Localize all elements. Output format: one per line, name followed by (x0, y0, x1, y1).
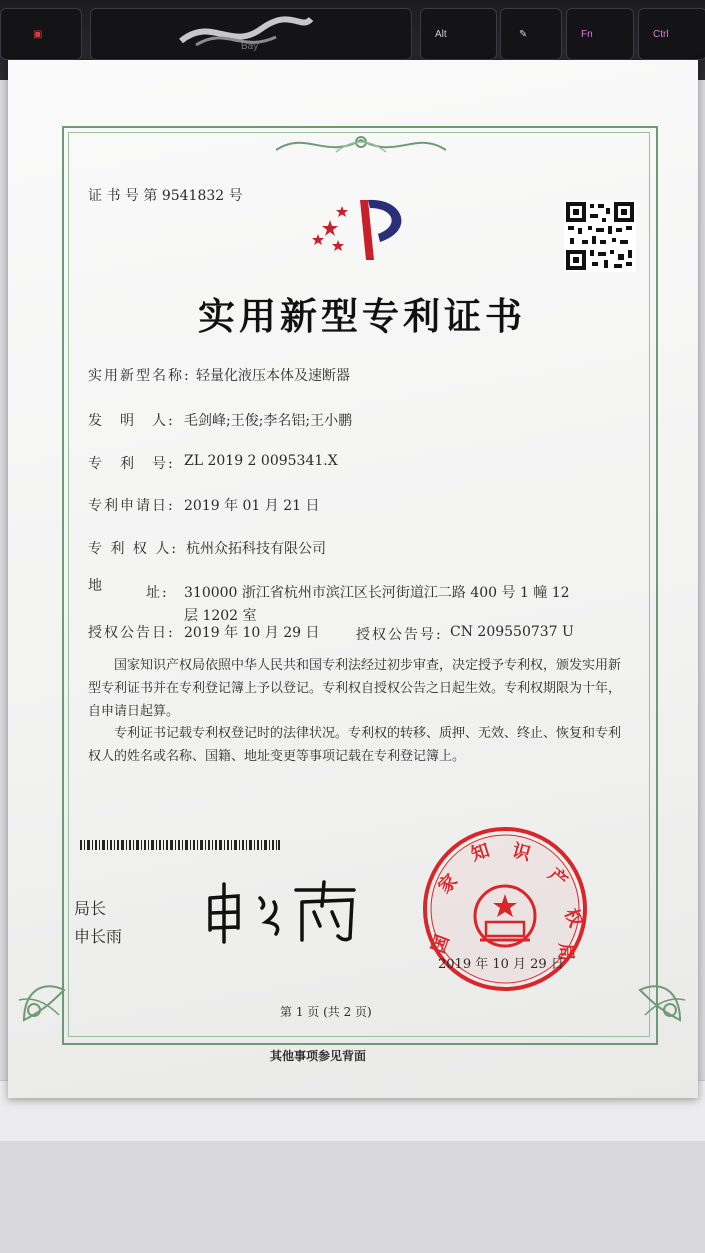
patent-no-label: 专 利 号: (88, 456, 175, 472)
keyboard-logo-icon (171, 11, 321, 51)
patent-no-value: ZL 2019 2 0095341.X (184, 453, 338, 469)
director-name: 申长雨 (74, 927, 123, 946)
utility-name-value: 轻量化液压本体及速断器 (196, 368, 350, 384)
grant-paragraph: 国家知识产权局依照中华人民共和国专利法经过初步审查，决定授予专利权，颁发实用新型专利证书并在专利登记簿上予以登记。专利权自授权公告之日起生效。专利权期限为十年，自申请日起算。 (88, 658, 622, 719)
grant-no-label: 授权公告号: (356, 627, 443, 643)
svg-text:识: 识 (510, 840, 533, 866)
footer-note: 其他事项参见背面 (270, 1049, 367, 1063)
cert-no-label: 证 书 号 第 (88, 188, 158, 204)
address-label-first: 地 (88, 578, 104, 594)
key-label: Fn (581, 29, 593, 40)
svg-text:权: 权 (559, 905, 587, 931)
certificate-page (8, 60, 698, 1098)
utility-name-label: 实用新型名称: (88, 368, 191, 384)
seal-date: 2019 年 10 月 29 日 (438, 957, 564, 972)
corner-ornament-icon (620, 960, 690, 1030)
svg-text:局: 局 (555, 943, 576, 961)
key-icon: ▣ (33, 29, 43, 40)
keyboard-key-alt (420, 8, 497, 60)
page-indicator: 第 1 页 (共 2 页) (280, 1005, 372, 1019)
patentee-label: 专 利 权 人: (88, 541, 179, 557)
grant-date-value: 2019 年 10 月 29 日 (184, 625, 320, 641)
inventor-label: 发 明 人: (88, 413, 175, 429)
cert-no-value: 9541832 (161, 188, 225, 204)
corner-ornament-icon (14, 960, 84, 1030)
grant-no-value: CN 209550737 U (450, 624, 574, 640)
address-line-1: 310000 浙江省杭州市滨江区长河街道江二路 400 号 1 幢 12 (184, 585, 570, 601)
certificate-title: 实用新型专利证书 (198, 294, 526, 338)
grant-date-label: 授权公告日: (88, 625, 175, 641)
key-label: Ctrl (653, 29, 669, 40)
certificate-number (88, 185, 243, 205)
inventor-value: 毛剑峰;王俊;李名铝;王小鹏 (184, 413, 353, 429)
keyboard-spacebar (90, 8, 412, 60)
director-signature (204, 878, 374, 948)
keyboard-key (0, 8, 82, 60)
svg-text:国: 国 (427, 932, 454, 957)
cert-no-suffix: 号 (228, 188, 243, 204)
keyboard-brand: Bay (241, 41, 259, 52)
svg-text:家: 家 (434, 870, 462, 898)
qr-code-icon (564, 200, 636, 272)
cnipa-logo-icon (308, 190, 428, 280)
legal-status-paragraph: 专利证书记载专利权登记时的法律状况。专利权的转移、质押、无效、终止、恢复和专利权人的姓名或名称、国籍、地址变更等事项记载在专利登记簿上。 (88, 726, 622, 764)
svg-text:产: 产 (543, 864, 572, 892)
keyboard-key-ctrl (638, 8, 705, 60)
keyboard-key (500, 8, 562, 60)
svg-text:知: 知 (468, 840, 493, 866)
filing-date-value: 2019 年 01 月 21 日 (184, 498, 320, 514)
key-icon: ✎ (519, 29, 528, 40)
director-title: 局长 (74, 899, 107, 918)
address-label-second: 址: (146, 585, 169, 601)
barcode-icon (80, 840, 280, 850)
address-line-2: 层 1202 室 (184, 608, 257, 624)
key-label: Alt (435, 29, 447, 40)
keyboard-key-fn (566, 8, 634, 60)
filing-date-label: 专利申请日: (88, 498, 175, 514)
patentee-value: 杭州众拓科技有限公司 (186, 541, 326, 557)
top-ornament-icon (276, 130, 446, 158)
